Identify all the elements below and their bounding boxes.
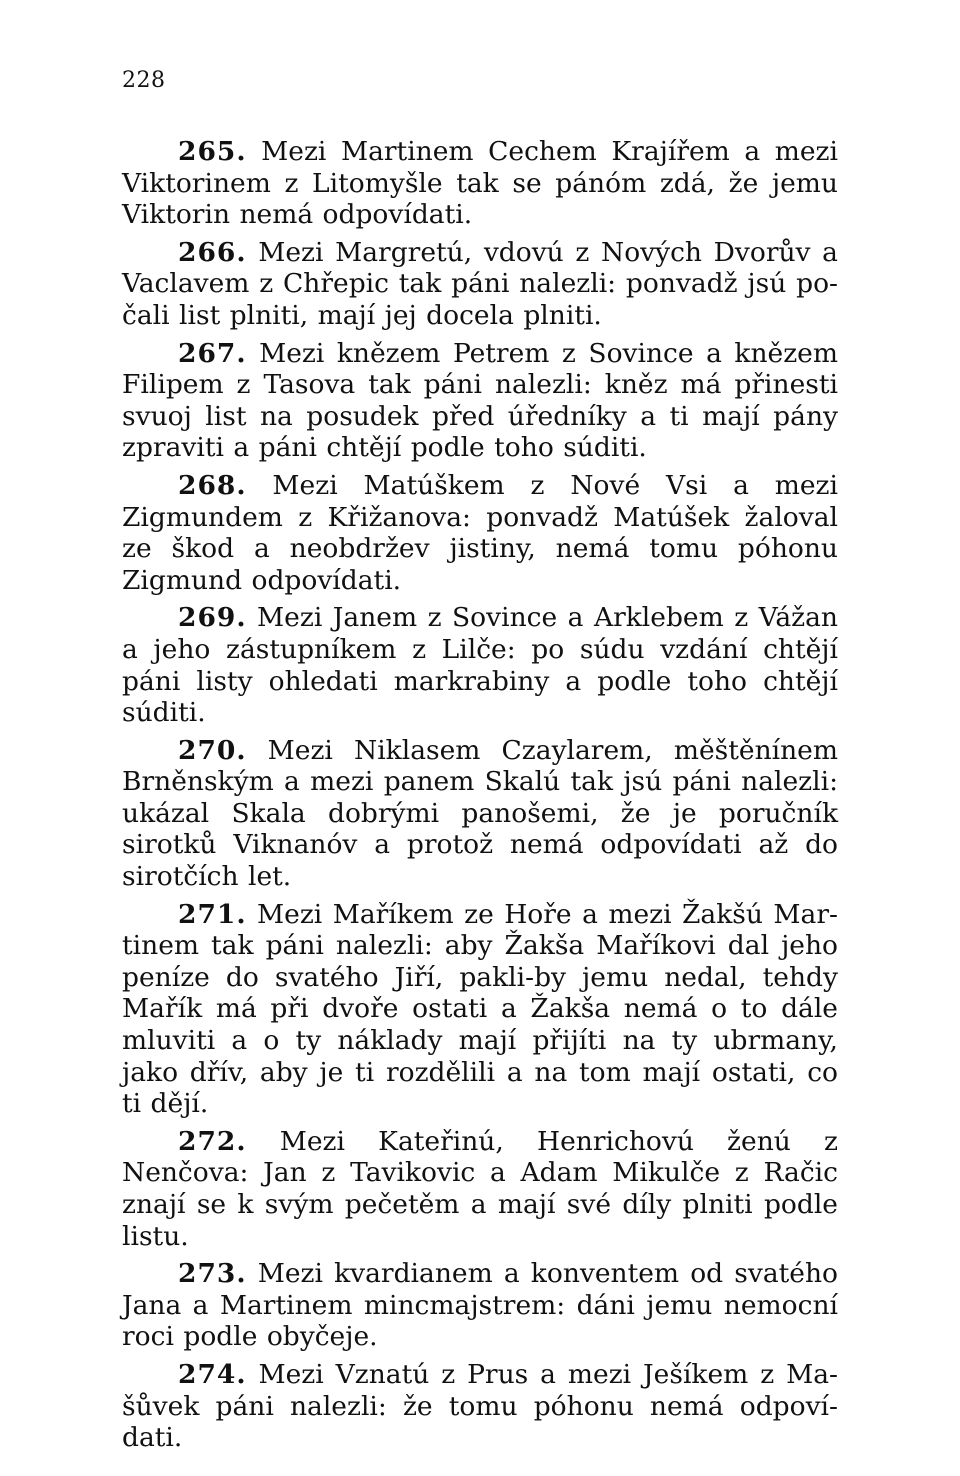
page-number: 228 [122, 68, 166, 93]
entry-number: 265. [178, 136, 247, 167]
entry-number: 270. [178, 734, 247, 766]
entry-269 [122, 602, 838, 728]
entry-266 [122, 237, 838, 332]
entry-271 [122, 899, 838, 1120]
entry-number: 268. [178, 469, 247, 501]
entry-number: 269. [178, 602, 247, 634]
entry-265 [122, 136, 838, 231]
entry-text: Mezi Matúškem z Nové Vsi a mezi Zigmundem z Křižanova: ponvadž Matúšek žaloval ze škod a neobdržev jistiny, nemá tomu póhonu Zigmund odpovídati. [122, 469, 838, 596]
entry-text: Mezi Vznatú z Prus a mezi Ješíkem z Mašůvek páni nalezli: že tomu póhonu nemá odpovídati. [122, 1358, 838, 1454]
entry-number: 274. [178, 1358, 247, 1390]
entry-text: Mezi Margretú, vdovú z Nových Dvorův a Vaclavem z Chřepic tak páni nalezli: ponvadž jsú počali list plniti, mají jej docela plniti. [122, 236, 838, 331]
entry-number: 273. [178, 1258, 247, 1290]
entry-number: 266. [178, 236, 247, 268]
entry-270 [122, 735, 838, 893]
entry-number: 267. [178, 337, 247, 369]
entry-text: Mezi Kateřinú, Henrichovú ženú z Nenčova: Jan z Tavikovic a Adam Mikulče z Račic znají se k svým pečetěm a mají své díly plniti podle listu. [122, 1125, 838, 1252]
entry-number: 272. [178, 1125, 247, 1157]
entry-text: Mezi kvardianem a konventem od svatého Jana a Martinem mincmajstrem: dáni jemu nemocní roci podle obyčeje. [122, 1258, 838, 1353]
entry-268 [122, 470, 838, 596]
document-page [122, 66, 838, 1460]
entry-text: Mezi Maříkem ze Hoře a mezi Žakšú Martinem tak páni nalezli: aby Žakša Maříkovi dal jeho peníze do svatého Jiří, pakli-by jemu nedal, tehdy Mařík má při dvoře ostati a Žakša nemá o to dále mluviti a o ty náklady mají přijíti na ty ubrmany, jako dřív, aby je ti rozdělili a na tom mají ostati, co ti dějí. [122, 898, 838, 1120]
entry-text: Mezi knězem Petrem z Sovince a knězem Filipem z Tasova tak páni nalezli: kněz má přinesti svuoj list na posudek před úředníky a ti mají pány zpraviti a páni chtějí podle toho súditi. [122, 337, 838, 464]
entry-text: Mezi Niklasem Czaylarem, měštěnínem Brněnským a mezi panem Skalú tak jsú páni nalezli: ukázal Skala dobrými panošemi, že je poručník sirotků Viknanóv a protož nemá odpovídati až do sirotčích let. [122, 734, 838, 893]
entry-number: 271. [178, 898, 247, 930]
entry-273 [122, 1258, 838, 1353]
entry-267 [122, 338, 838, 464]
entry-274 [122, 1359, 838, 1454]
entry-272 [122, 1126, 838, 1252]
entry-text: Mezi Martinem Cechem Krajířem a mezi Viktorinem z Litomyšle tak se pánóm zdá, že jemu Viktorin nemá odpovídati. [122, 136, 838, 231]
entry-text: Mezi Janem z Sovince a Arklebem z Vážan a jeho zástupníkem z Lilče: po súdu vzdání chtějí páni listy ohledati markrabiny a podle toho chtějí súditi. [122, 602, 838, 729]
